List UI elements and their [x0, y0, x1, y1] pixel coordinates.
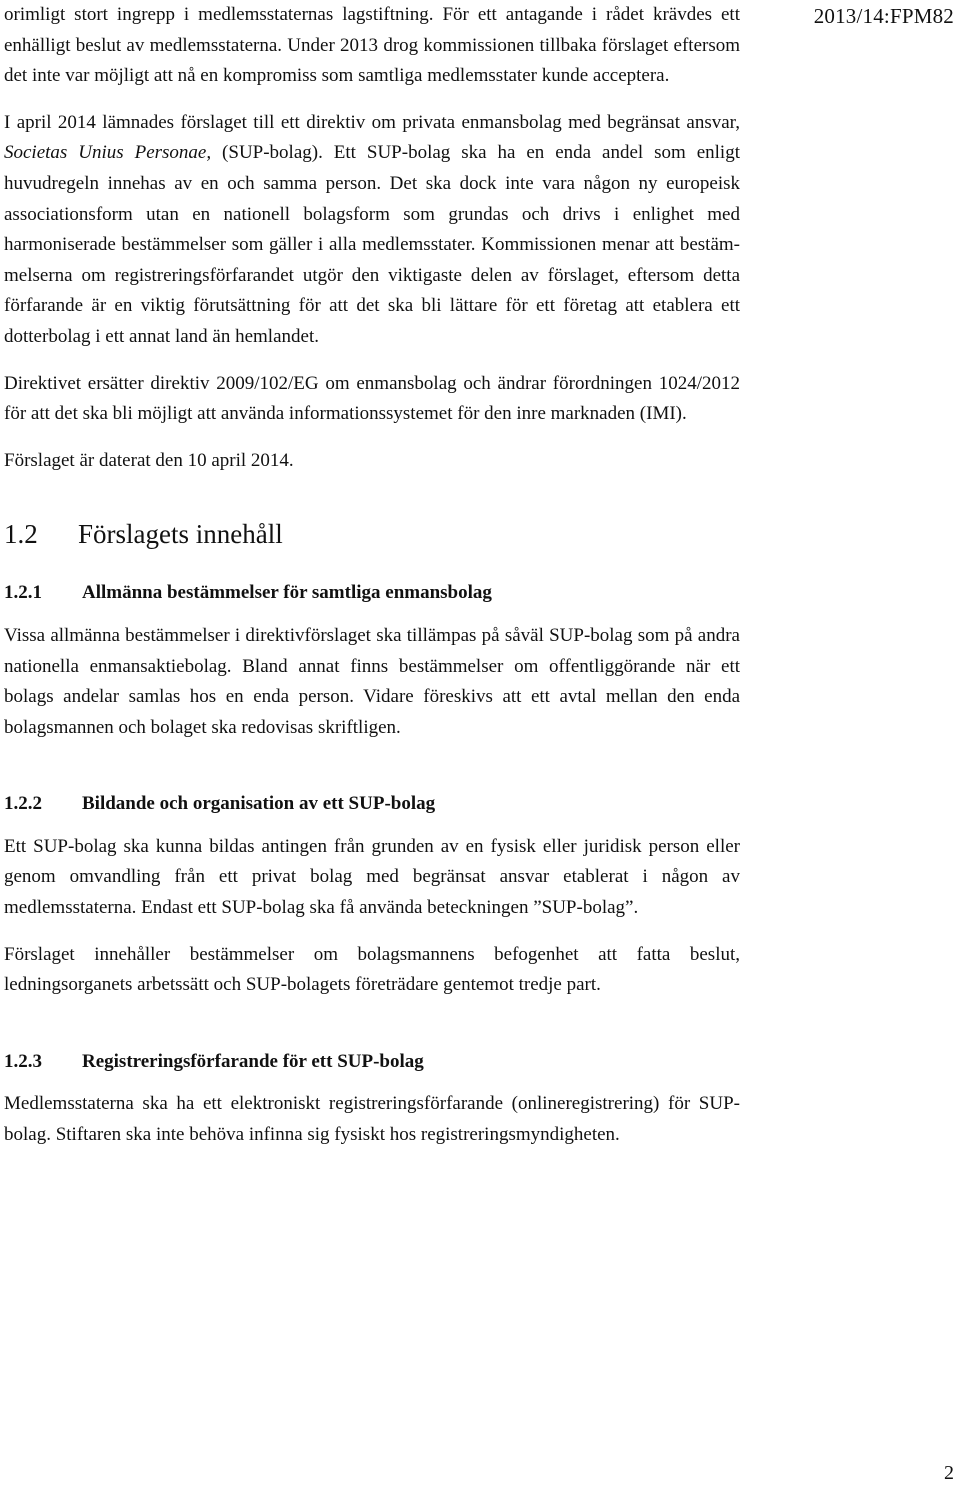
paragraph-intro: orimligt stort ingrepp i medlemsstaternas lagstiftning. För ett antagande i rådet krävdes ett enhälligt beslut av medlemsstaterna. Under 2013 drog kommissionen tillbaka förslaget eftersom det inte var möjligt att nå en kompromiss som samtliga medlemsstater kunde acceptera.: [4, 4, 740, 87]
subsection-number: 1.2.2: [4, 793, 42, 815]
paragraph-date: Förslaget är daterat den 10 april 2014.: [4, 449, 294, 471]
subsection-title: Registreringsförfarande för ett SUP-bolag: [82, 1050, 424, 1072]
section-heading: [4, 516, 740, 552]
subsection-heading-1: [4, 578, 740, 609]
document-body: [4, 0, 740, 1151]
paragraph: Vissa allmänna bestämmelser i direktivförslaget ska tillämpas på såväl SUP-bolag som på andra nationella enmansaktiebolag. Bland annat finns bestämmelser om offentliggörande när ett bolags andelar samlas hos en enda person. Vidare föreskivs att ett avtal mellan den enda bolagsmannen och bolaget ska redovisas skriftligen.: [4, 624, 740, 738]
paragraph-april-2014: [4, 108, 740, 353]
paragraph: Ett SUP-bolag ska kunna bildas antingen från grunden av en fysisk eller juridisk person eller genom omvandling från ett privat bolag med begränsat ansvar etablerat i någon av medlemsstaterna. Endast ett SUP-bolag ska få använda beteckningen ”SUP-bolag”.: [4, 835, 740, 919]
subsection-title: Allmänna bestämmelser för samtliga enmansbolag: [82, 582, 492, 604]
paragraph-april-text-b: (SUP-bolag). Ett SUP-bolag ska ha en enda andel som enligt huvudregeln innehas av en och samma person. Det ska dock inte vara någon ny europeisk associationsform utan en nationell bolagsform som grundas och drivs i enlighet med harmoniserade bestämmelser som gäller i alla medlemsstater. Kommissionen menar att bestämmelserna om registreringsförfarandet utgör den viktigaste delen av förslaget, eftersom detta förfarande är en viktig förutsättning för att det ska bli lättare för ett företag att etablera ett dotterbolag i ett annat land än hemlandet.: [4, 142, 740, 347]
subsection-number: 1.2.3: [4, 1050, 42, 1072]
paragraph-directive: Direktivet ersätter direktiv 2009/102/EG om enmansbolag och ändrar förordningen 1024/2012 för att det ska bli möjligt att använda informationssystemet för den inre marknaden (IMI).: [4, 372, 740, 425]
paragraph: Medlemsstaterna ska ha ett elektroniskt registreringsförfarande (onlineregistrering) för SUP-bolag. Stiftaren ska inte behöva infinna sig fysiskt hos registreringsmyndigheten.: [4, 1093, 740, 1146]
paragraph: Förslaget innehåller bestämmelser om bolagsmannens befogenhet att fatta beslut, ledningsorganets arbetssätt och SUP-bolagets företrädare gentemot tredje part.: [4, 943, 740, 996]
latin-term: Societas Unius Personae,: [4, 142, 212, 164]
subsection-number: 1.2.1: [4, 582, 42, 604]
section-title: Förslagets innehåll: [78, 519, 283, 550]
section-number: 1.2: [4, 519, 38, 550]
subsection-heading-3: [4, 1047, 740, 1078]
paragraph-april-text-a: I april 2014 lämnades förslaget till ett direktiv om privata enmansbolag med begränsat ansvar,: [4, 111, 740, 133]
document-reference: 2013/14:FPM82: [813, 4, 954, 28]
subsection-heading-2: [4, 789, 740, 820]
subsection-title: Bildande och organisation av ett SUP-bolag: [82, 793, 436, 815]
page-number: 2: [944, 1462, 954, 1484]
